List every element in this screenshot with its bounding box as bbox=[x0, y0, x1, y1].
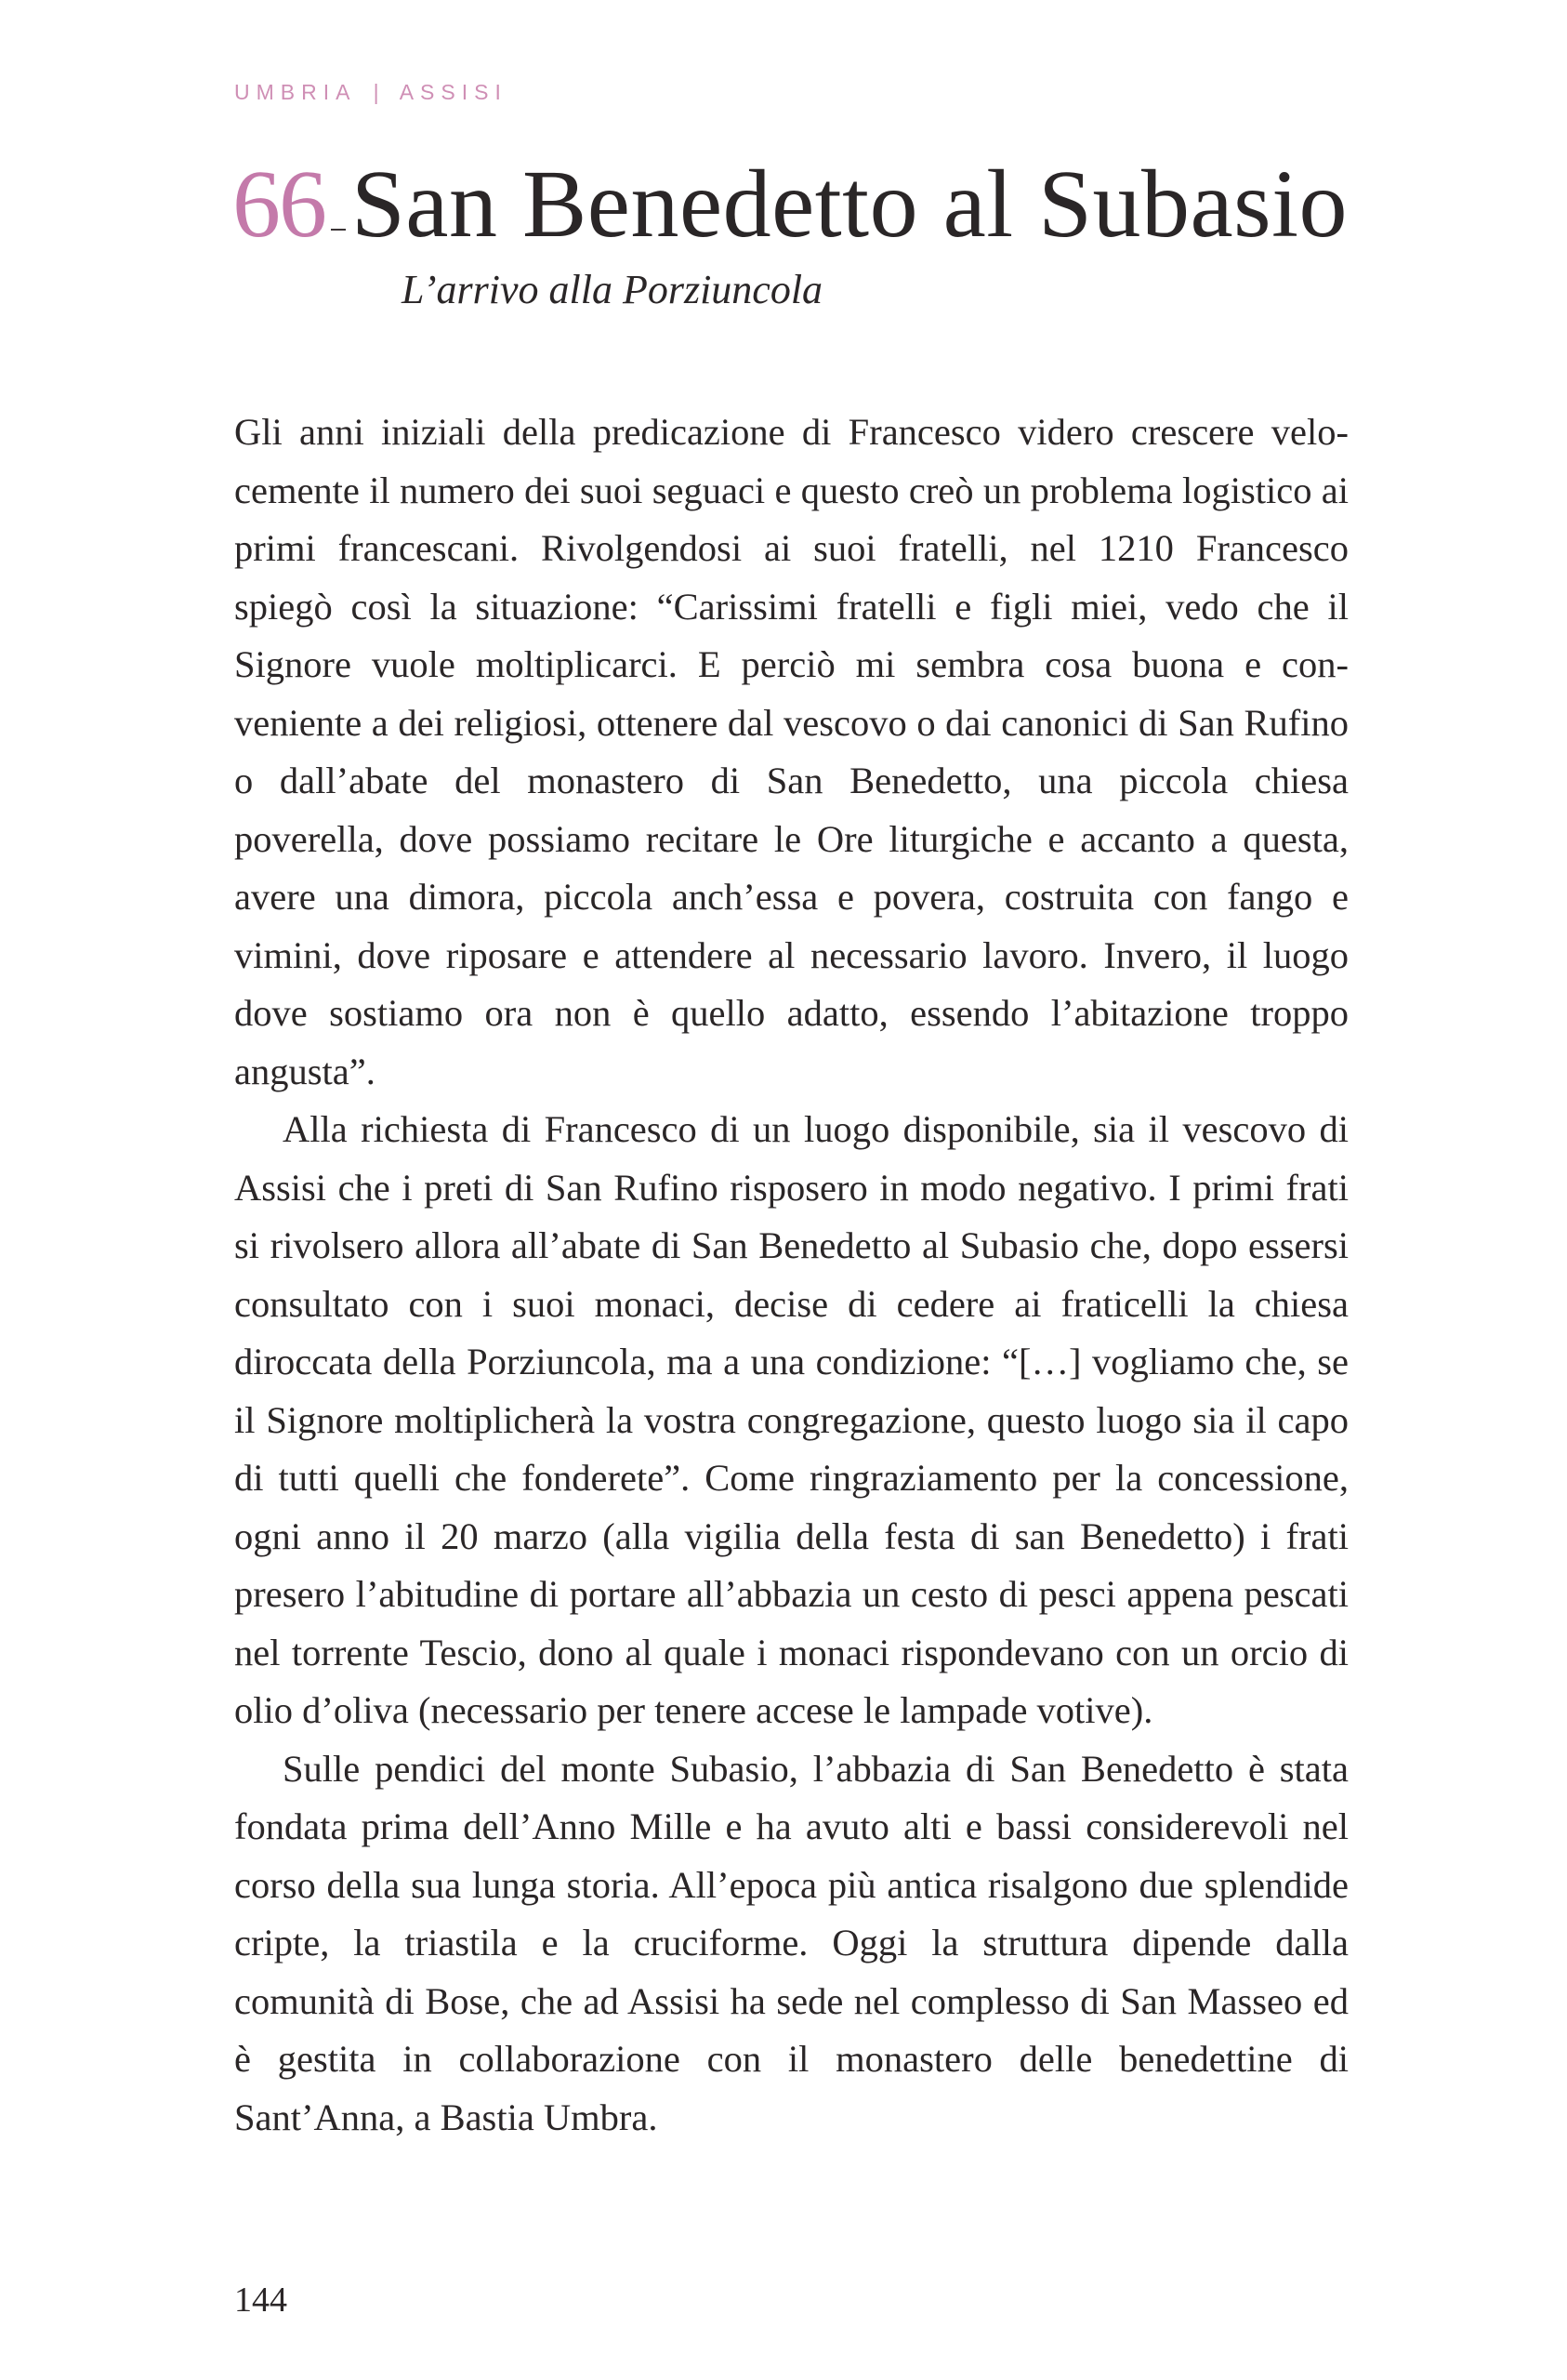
paragraph-2: Alla richiesta di Francesco di un luogo disponibile, sia il vescovo di Assisi che i preti di San Rufino risposero in modo negativo. I primi frati si rivolsero allora all’abate di San Benedetto al Subasio che, dopo essersi consultato con i suoi monaci, decise di cedere ai fraticelli la chiesa diroccata della Porziuncola, ma a una condizione: “[…] vogliamo che, se il Signore moltiplicherà la vostra congregazione, questo luogo sia il capo di tutti quelli che fonderete”. Come ringraziamento per la concessione, ogni anno il 20 marzo (alla vigilia della festa di san Benedetto) i frati presero l’abitudine di portare all’abbazia un cesto di pesci appena pescati nel torrente Tescio, dono al quale i monaci rispondevano con un orcio di olio d’oliva (necessario per tenere accese le lampade votive). bbox=[234, 1108, 1349, 1731]
paragraph-3: Sulle pendici del monte Subasio, l’abbazia di San Benedetto è stata fondata prima dell’Anno Mille e ha avuto alti e bassi considerevoli nel corso della sua lunga storia. All’epoca più antica risalgono due splendide cripte, la triastila e la cruciforme. Oggi la struttura dipende dalla comunità di Bose, che ad Assisi ha sede nel complesso di San Masseo ed è gestita in collaborazione con il monastero delle benedettine di Sant’Anna, a Bastia Umbra. bbox=[234, 1747, 1349, 2138]
running-head bbox=[234, 80, 507, 105]
running-head-city: ASSISI bbox=[399, 80, 507, 104]
chapter-number: 66 bbox=[232, 151, 325, 258]
chapter-title: San Benedetto al Subasio bbox=[350, 151, 1348, 258]
chapter-subtitle: L’arrivo alla Porziuncola bbox=[402, 267, 823, 312]
page-number: 144 bbox=[234, 2281, 287, 2320]
paragraph-1: Gli anni iniziali della predicazione di Francesco videro crescere velocemente il numero dei suoi seguaci e questo creò un problema logistico ai primi francescani. Rivolgendosi ai suoi fratelli, nel 1210 Francesco spiegò così la situazione: “Carissimi fratelli e figli miei, vedo che il Signore vuole moltiplicarci. E perciò mi sembra cosa buona e conveniente a dei religiosi, ottenere dal vescovo o dai canonici di San Rufino o dall’abate del monastero di San Benedetto, una piccola chiesa poverella, dove possiamo recitare le Ore liturgiche e accanto a questa, avere una dimora, piccola anch’essa e povera, costruita con fango e vimini, dove riposare e attendere al necessario lavoro. Invero, il luogo dove sostiamo ora non è quello adatto, essendo l’abitazione troppo angusta”. bbox=[234, 411, 1349, 1092]
body-text bbox=[234, 403, 1349, 2147]
title-rule bbox=[331, 229, 346, 231]
chapter-heading bbox=[232, 151, 1348, 313]
running-head-separator: | bbox=[373, 80, 379, 104]
chapter-title-line bbox=[232, 151, 1348, 258]
running-head-region: UMBRIA bbox=[234, 80, 356, 104]
